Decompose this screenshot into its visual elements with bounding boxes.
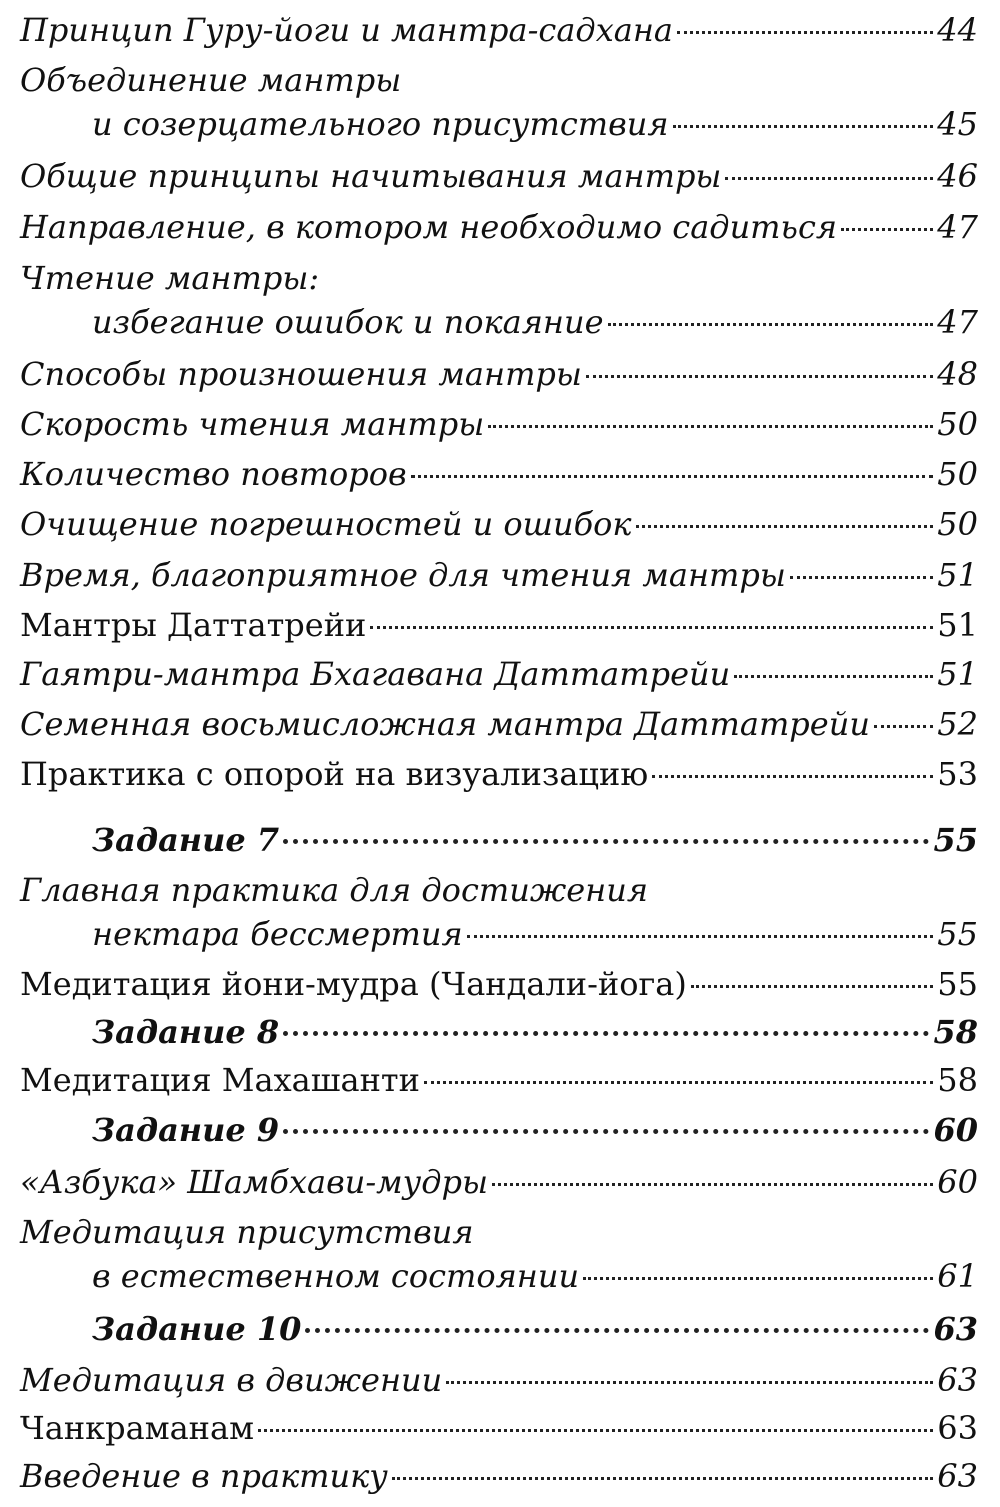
toc-entry-row <box>20 300 978 344</box>
toc-entry[interactable] <box>20 702 978 746</box>
toc-entry-row <box>20 205 978 249</box>
toc-entry[interactable] <box>20 452 978 496</box>
toc-entry-title: Практика с опорой на визуализацию <box>20 755 649 793</box>
toc-page-number: 58 <box>937 1061 978 1099</box>
toc-page-number: 63 <box>937 1409 978 1447</box>
toc-entry-row <box>20 1454 978 1498</box>
toc-page-number: 51 <box>937 606 978 644</box>
toc-entry-row <box>20 1010 978 1054</box>
dot-leader <box>467 935 934 938</box>
toc-entry[interactable] <box>20 256 978 344</box>
toc-entry-title: Главная практика для достижения <box>20 871 648 909</box>
toc-entry-title: «Азбука» Шамбхави-мудры <box>20 1163 489 1201</box>
toc-page-number: 53 <box>937 755 978 793</box>
dot-leader <box>370 626 933 629</box>
toc-entry-row <box>20 1406 978 1450</box>
toc-entry[interactable] <box>20 1406 978 1450</box>
toc-entry[interactable] <box>20 818 978 862</box>
toc-entry[interactable] <box>20 1010 978 1054</box>
toc-entry-row <box>20 1058 978 1102</box>
toc-page-number: 48 <box>937 355 978 393</box>
toc-entry-row <box>20 1307 978 1351</box>
toc-entry-title: Чанкраманам <box>20 1409 254 1447</box>
toc-entry-title: Способы произношения мантры <box>20 355 582 393</box>
toc-entry-row <box>20 102 978 146</box>
dot-leader <box>677 31 933 34</box>
toc-entry-row <box>20 553 978 597</box>
toc-entry-title: Количество повторов <box>20 455 407 493</box>
toc-entry-title: Принцип Гуру-йоги и мантра-садхана <box>20 11 673 49</box>
toc-entry-row <box>20 603 978 647</box>
toc-entry-title: нектара бессмертия <box>92 915 463 953</box>
dot-leader <box>841 228 933 231</box>
toc-page-number: 63 <box>937 1361 978 1399</box>
toc-entry-row <box>20 1108 978 1152</box>
toc-entry[interactable] <box>20 1358 978 1402</box>
dot-leader <box>734 675 933 678</box>
toc-entry-row <box>20 702 978 746</box>
toc-entry[interactable] <box>20 154 978 198</box>
toc-entry-title: Семенная восьмисложная мантра Даттатрейи <box>20 705 870 743</box>
toc-entry-title: и созерцательного присутствия <box>92 105 669 143</box>
toc-entry[interactable] <box>20 652 978 696</box>
toc-entry-title: Направление, в котором необходимо садиться <box>20 208 838 246</box>
dot-leader <box>446 1381 933 1384</box>
toc-page-number: 55 <box>933 821 978 859</box>
toc-page-number: 51 <box>937 655 978 693</box>
toc-page-number: 58 <box>933 1013 978 1051</box>
dot-leader <box>305 1328 929 1333</box>
dot-leader <box>283 1031 929 1036</box>
toc-entry-title: избегание ошибок и покаяние <box>92 303 604 341</box>
toc-entry-row <box>20 1358 978 1402</box>
dot-leader <box>673 125 934 128</box>
dot-leader <box>411 475 934 478</box>
toc-entry-row <box>20 502 978 546</box>
dot-leader <box>874 725 933 728</box>
dot-leader <box>790 576 933 579</box>
toc-entry-title: Задание 10 <box>92 1310 302 1348</box>
toc-entry[interactable] <box>20 1454 978 1498</box>
toc-entry-row <box>20 652 978 696</box>
toc-entry[interactable] <box>20 1160 978 1204</box>
toc-entry-row <box>20 1254 978 1298</box>
toc-entry[interactable] <box>20 205 978 249</box>
dot-leader <box>608 323 934 326</box>
toc-page-number: 51 <box>937 556 978 594</box>
toc-entry-row <box>20 154 978 198</box>
toc-page-number: 46 <box>937 157 978 195</box>
toc-entry-title: Введение в практику <box>20 1457 388 1495</box>
toc-entry-row <box>20 452 978 496</box>
dot-leader <box>283 839 929 844</box>
toc-entry[interactable] <box>20 1058 978 1102</box>
toc-entry[interactable] <box>20 1108 978 1152</box>
toc-entry[interactable] <box>20 502 978 546</box>
toc-page-number: 55 <box>937 965 978 1003</box>
toc-entry[interactable] <box>20 553 978 597</box>
dot-leader <box>586 375 933 378</box>
toc-entry-title: Скорость чтения мантры <box>20 405 485 443</box>
toc-entry[interactable] <box>20 1210 978 1298</box>
toc-page-number: 61 <box>937 1257 978 1295</box>
toc-entry[interactable] <box>20 962 978 1006</box>
dot-leader <box>583 1277 933 1280</box>
toc-entry[interactable] <box>20 603 978 647</box>
toc-page-number: 50 <box>937 405 978 443</box>
toc-entry-row <box>20 352 978 396</box>
dot-leader <box>691 985 933 988</box>
toc-entry-title: Чтение мантры: <box>20 259 320 297</box>
dot-leader <box>492 1183 933 1186</box>
toc-page-number: 47 <box>937 303 978 341</box>
toc-page-number: 55 <box>937 915 978 953</box>
toc-page-number: 47 <box>937 208 978 246</box>
toc-entry-title: Задание 8 <box>92 1013 280 1051</box>
dot-leader <box>392 1477 933 1480</box>
toc-entry-title: Мантры Даттатрейи <box>20 606 367 644</box>
toc-entry-title: Медитация в движении <box>20 1361 443 1399</box>
toc-page-number: 50 <box>937 505 978 543</box>
toc-entry-title: Медитация присутствия <box>20 1213 474 1251</box>
toc-entry-title: Время, благоприятное для чтения мантры <box>20 556 786 594</box>
dot-leader <box>636 525 934 528</box>
toc-entry-row <box>20 1160 978 1204</box>
toc-entry-row <box>20 818 978 862</box>
toc-page-number: 50 <box>937 455 978 493</box>
toc-entry[interactable] <box>20 752 978 796</box>
toc-entry-title: в естественном состоянии <box>92 1257 580 1295</box>
toc-page-number: 63 <box>933 1310 978 1348</box>
toc-entry[interactable] <box>20 58 978 146</box>
dot-leader <box>283 1129 929 1134</box>
toc-page-number: 44 <box>937 11 978 49</box>
toc-entry-title: Гаятри-мантра Бхагавана Даттатрейи <box>20 655 731 693</box>
toc-entry-row <box>20 402 978 446</box>
toc-entry-title: Общие принципы начитывания мантры <box>20 157 722 195</box>
toc-entry[interactable] <box>20 868 978 956</box>
toc-entry[interactable] <box>20 402 978 446</box>
toc-entry[interactable] <box>20 352 978 396</box>
dot-leader <box>725 177 933 180</box>
dot-leader <box>258 1429 933 1432</box>
toc-entry-title: Медитация Махашанти <box>20 1061 420 1099</box>
toc-page-number: 63 <box>937 1457 978 1495</box>
toc-page-number: 52 <box>937 705 978 743</box>
dot-leader <box>488 425 933 428</box>
dot-leader <box>652 775 933 778</box>
toc-entry-title: Медитация йони-мудра (Чандали-йога) <box>20 965 687 1003</box>
toc-page-number: 45 <box>937 105 978 143</box>
toc-page-number: 60 <box>933 1111 978 1149</box>
toc-entry-title: Очищение погрешностей и ошибок <box>20 505 632 543</box>
toc-entry-title: Задание 7 <box>92 821 280 859</box>
toc-entry-row <box>20 912 978 956</box>
toc-entry[interactable] <box>20 8 978 52</box>
toc-page-number: 60 <box>937 1163 978 1201</box>
toc-entry-row <box>20 8 978 52</box>
toc-entry-title: Задание 9 <box>92 1111 280 1149</box>
toc-entry[interactable] <box>20 1307 978 1351</box>
toc-entry-row <box>20 752 978 796</box>
dot-leader <box>424 1081 933 1084</box>
toc-entry-title: Объединение мантры <box>20 61 402 99</box>
toc-entry-row <box>20 962 978 1006</box>
